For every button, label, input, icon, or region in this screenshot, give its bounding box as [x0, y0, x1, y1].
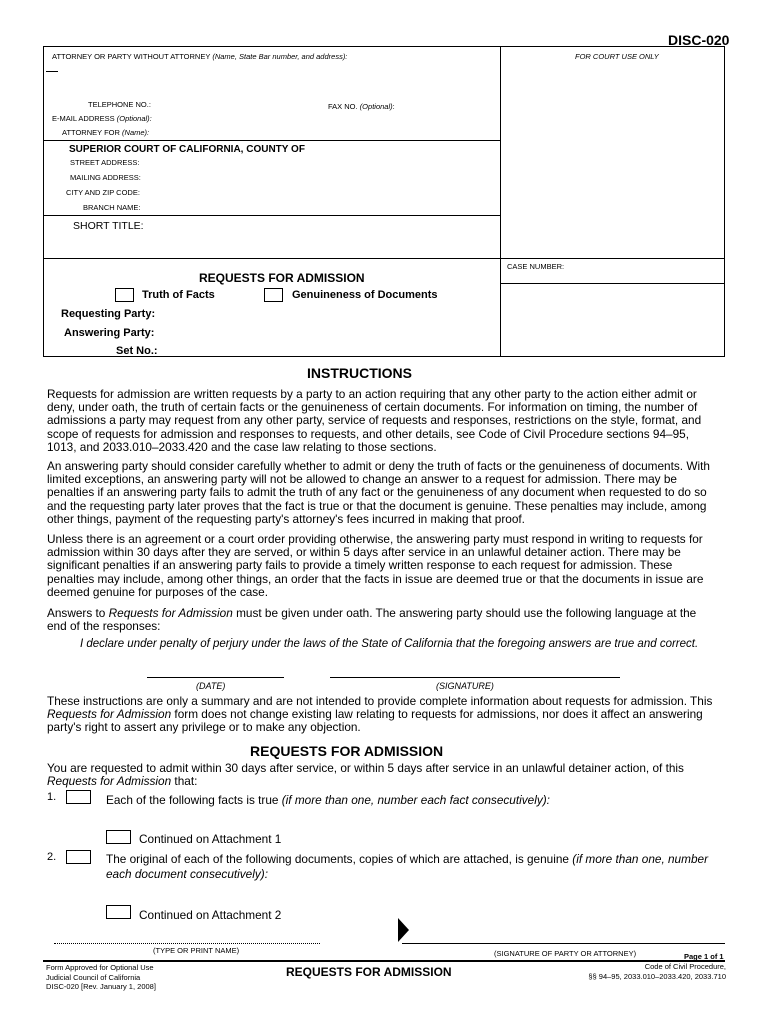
truth-of-facts-label: Truth of Facts — [142, 289, 215, 301]
instructions-paragraph-5: These instructions are only a summary and are not intended to provide complete information about requests for admission. This Requests for Admission form does not change existing law relating to requests for admissions, nor does it affect an answering party's right to assert any privilege or to make any objection. — [47, 694, 713, 735]
declaration-text: I declare under penalty of perjury under the laws of the State of California that the foregoing answers are true and correct. — [80, 638, 699, 650]
signature-line — [330, 677, 620, 678]
date-label: (DATE) — [196, 681, 226, 691]
mailing-address-label: MAILING ADDRESS: — [70, 173, 141, 182]
date-line — [147, 677, 284, 678]
street-address-label: STREET ADDRESS: — [70, 158, 140, 167]
attachment-1-checkbox[interactable] — [106, 830, 131, 844]
short-title-label: SHORT TITLE: — [73, 220, 144, 232]
telephone-label: TELEPHONE NO.: — [88, 100, 151, 109]
divider-2 — [43, 215, 500, 216]
signature-label: (SIGNATURE) — [436, 681, 494, 691]
page-number: Page 1 of 1 — [684, 952, 724, 961]
print-name-label: (TYPE OR PRINT NAME) — [153, 946, 240, 955]
court-name-label: SUPERIOR COURT OF CALIFORNIA, COUNTY OF — [69, 144, 305, 155]
requesting-party-label: Requesting Party: — [61, 308, 156, 320]
print-name-line — [54, 943, 320, 944]
attorney-for-label: ATTORNEY FOR (Name): — [62, 128, 150, 137]
instructions-paragraph-3: Unless there is an agreement or a court order providing otherwise, the answering party must respond in writing to requests for admission within 30 days after they are served, or within 5 days after service in an unlawful detainer action. There may be significant penalties if an answering party fails to provide a timely written response to each request for admission. These penalties may include, among other things, an order that the facts in issue are deemed true or that the documents in issue are deemed genuine for purposes of the case. — [47, 532, 704, 599]
attorney-label: ATTORNEY OR PARTY WITHOUT ATTORNEY (Name, State Bar number, and address): — [52, 52, 348, 61]
court-use-label: FOR COURT USE ONLY — [575, 52, 659, 61]
divider-1 — [43, 140, 500, 141]
case-number-label: CASE NUMBER: — [507, 262, 565, 271]
instructions-paragraph-4: Answers to Requests for Admission must be given under oath. The answering party should use the following language at the end of the responses: — [47, 606, 697, 634]
sign-arrow-icon — [398, 918, 410, 942]
item-1-number: 1. — [47, 791, 57, 803]
truth-of-facts-checkbox[interactable] — [115, 288, 134, 302]
branch-name-label: BRANCH NAME: — [83, 203, 141, 212]
attachment-2-checkbox[interactable] — [106, 905, 131, 919]
genuineness-label: Genuineness of Documents — [292, 289, 438, 301]
party-signature-line — [402, 943, 725, 944]
instructions-paragraph-1: Requests for admission are written requests by a party to an action requiring that any other party to the action either admit or deny, under oath, the truth of certain facts or the genuineness of certain documents. For information on timing, the number of admissions a party may request from any other party, service of requests and responses, restrictions on the style, format, and scope of requests for admission and responses to requests, and other details, see Code of Civil Procedure sections 94–95, 1013, and 2033.010–2033.420 and the case law relating to those sections. — [47, 387, 702, 454]
attorney-mark — [46, 71, 58, 72]
item-1-checkbox[interactable] — [66, 790, 91, 804]
party-signature-label: (SIGNATURE OF PARTY OR ATTORNEY) — [494, 949, 637, 958]
attachment-2-label: Continued on Attachment 2 — [139, 908, 282, 922]
item-2-checkbox[interactable] — [66, 850, 91, 864]
city-zip-label: CITY AND ZIP CODE: — [66, 188, 140, 197]
requests-heading: REQUESTS FOR ADMISSION — [250, 743, 444, 759]
code-citation: Code of Civil Procedure, §§ 94–95, 2033.010–2033.420, 2033.710 — [588, 962, 726, 981]
form-number: DISC-020 — [668, 32, 730, 48]
attachment-1-label: Continued on Attachment 1 — [139, 832, 282, 846]
item-1-text: Each of the following facts is true (if more than one, number each fact consecutively): — [106, 793, 550, 807]
requests-intro: You are requested to admit within 30 days after service, or within 5 days after service in an unlawful detainer action, of this Requests for Admission that: — [47, 761, 684, 789]
item-2-text: The original of each of the following documents, copies of which are attached, is genuine (if more than one, number each document consecutively): — [106, 852, 708, 881]
caption-title: REQUESTS FOR ADMISSION — [199, 271, 365, 285]
instructions-heading: INSTRUCTIONS — [307, 365, 412, 381]
email-label: E-MAIL ADDRESS (Optional): — [52, 114, 152, 123]
court-use-divider — [500, 46, 501, 357]
footer-title: REQUESTS FOR ADMISSION — [286, 965, 452, 979]
form-approval: Form Approved for Optional Use Judicial Council of California DISC-020 [Rev. January 1, 2008] — [46, 963, 156, 991]
fax-label: FAX NO. (Optional): — [328, 102, 395, 111]
instructions-paragraph-2: An answering party should consider carefully whether to admit or deny the truth of facts or the genuineness of documents. With limited exceptions, an answering party will not be allowed to change an answer to a request for admission. There may be penalties if an answering party fails to admit the truth of any fact or the genuineness of any document when requested to do so and the requesting party later proves that the fact is true or that the document is genuine. These penalties may include, among other things, payment of the requesting party's attorney's fees incurred in making that proof. — [47, 459, 710, 526]
set-no-label: Set No.: — [116, 345, 158, 357]
item-2-number: 2. — [47, 851, 57, 863]
answering-party-label: Answering Party: — [64, 327, 155, 339]
genuineness-checkbox[interactable] — [264, 288, 283, 302]
case-number-line — [500, 283, 725, 284]
divider-3 — [43, 258, 725, 259]
